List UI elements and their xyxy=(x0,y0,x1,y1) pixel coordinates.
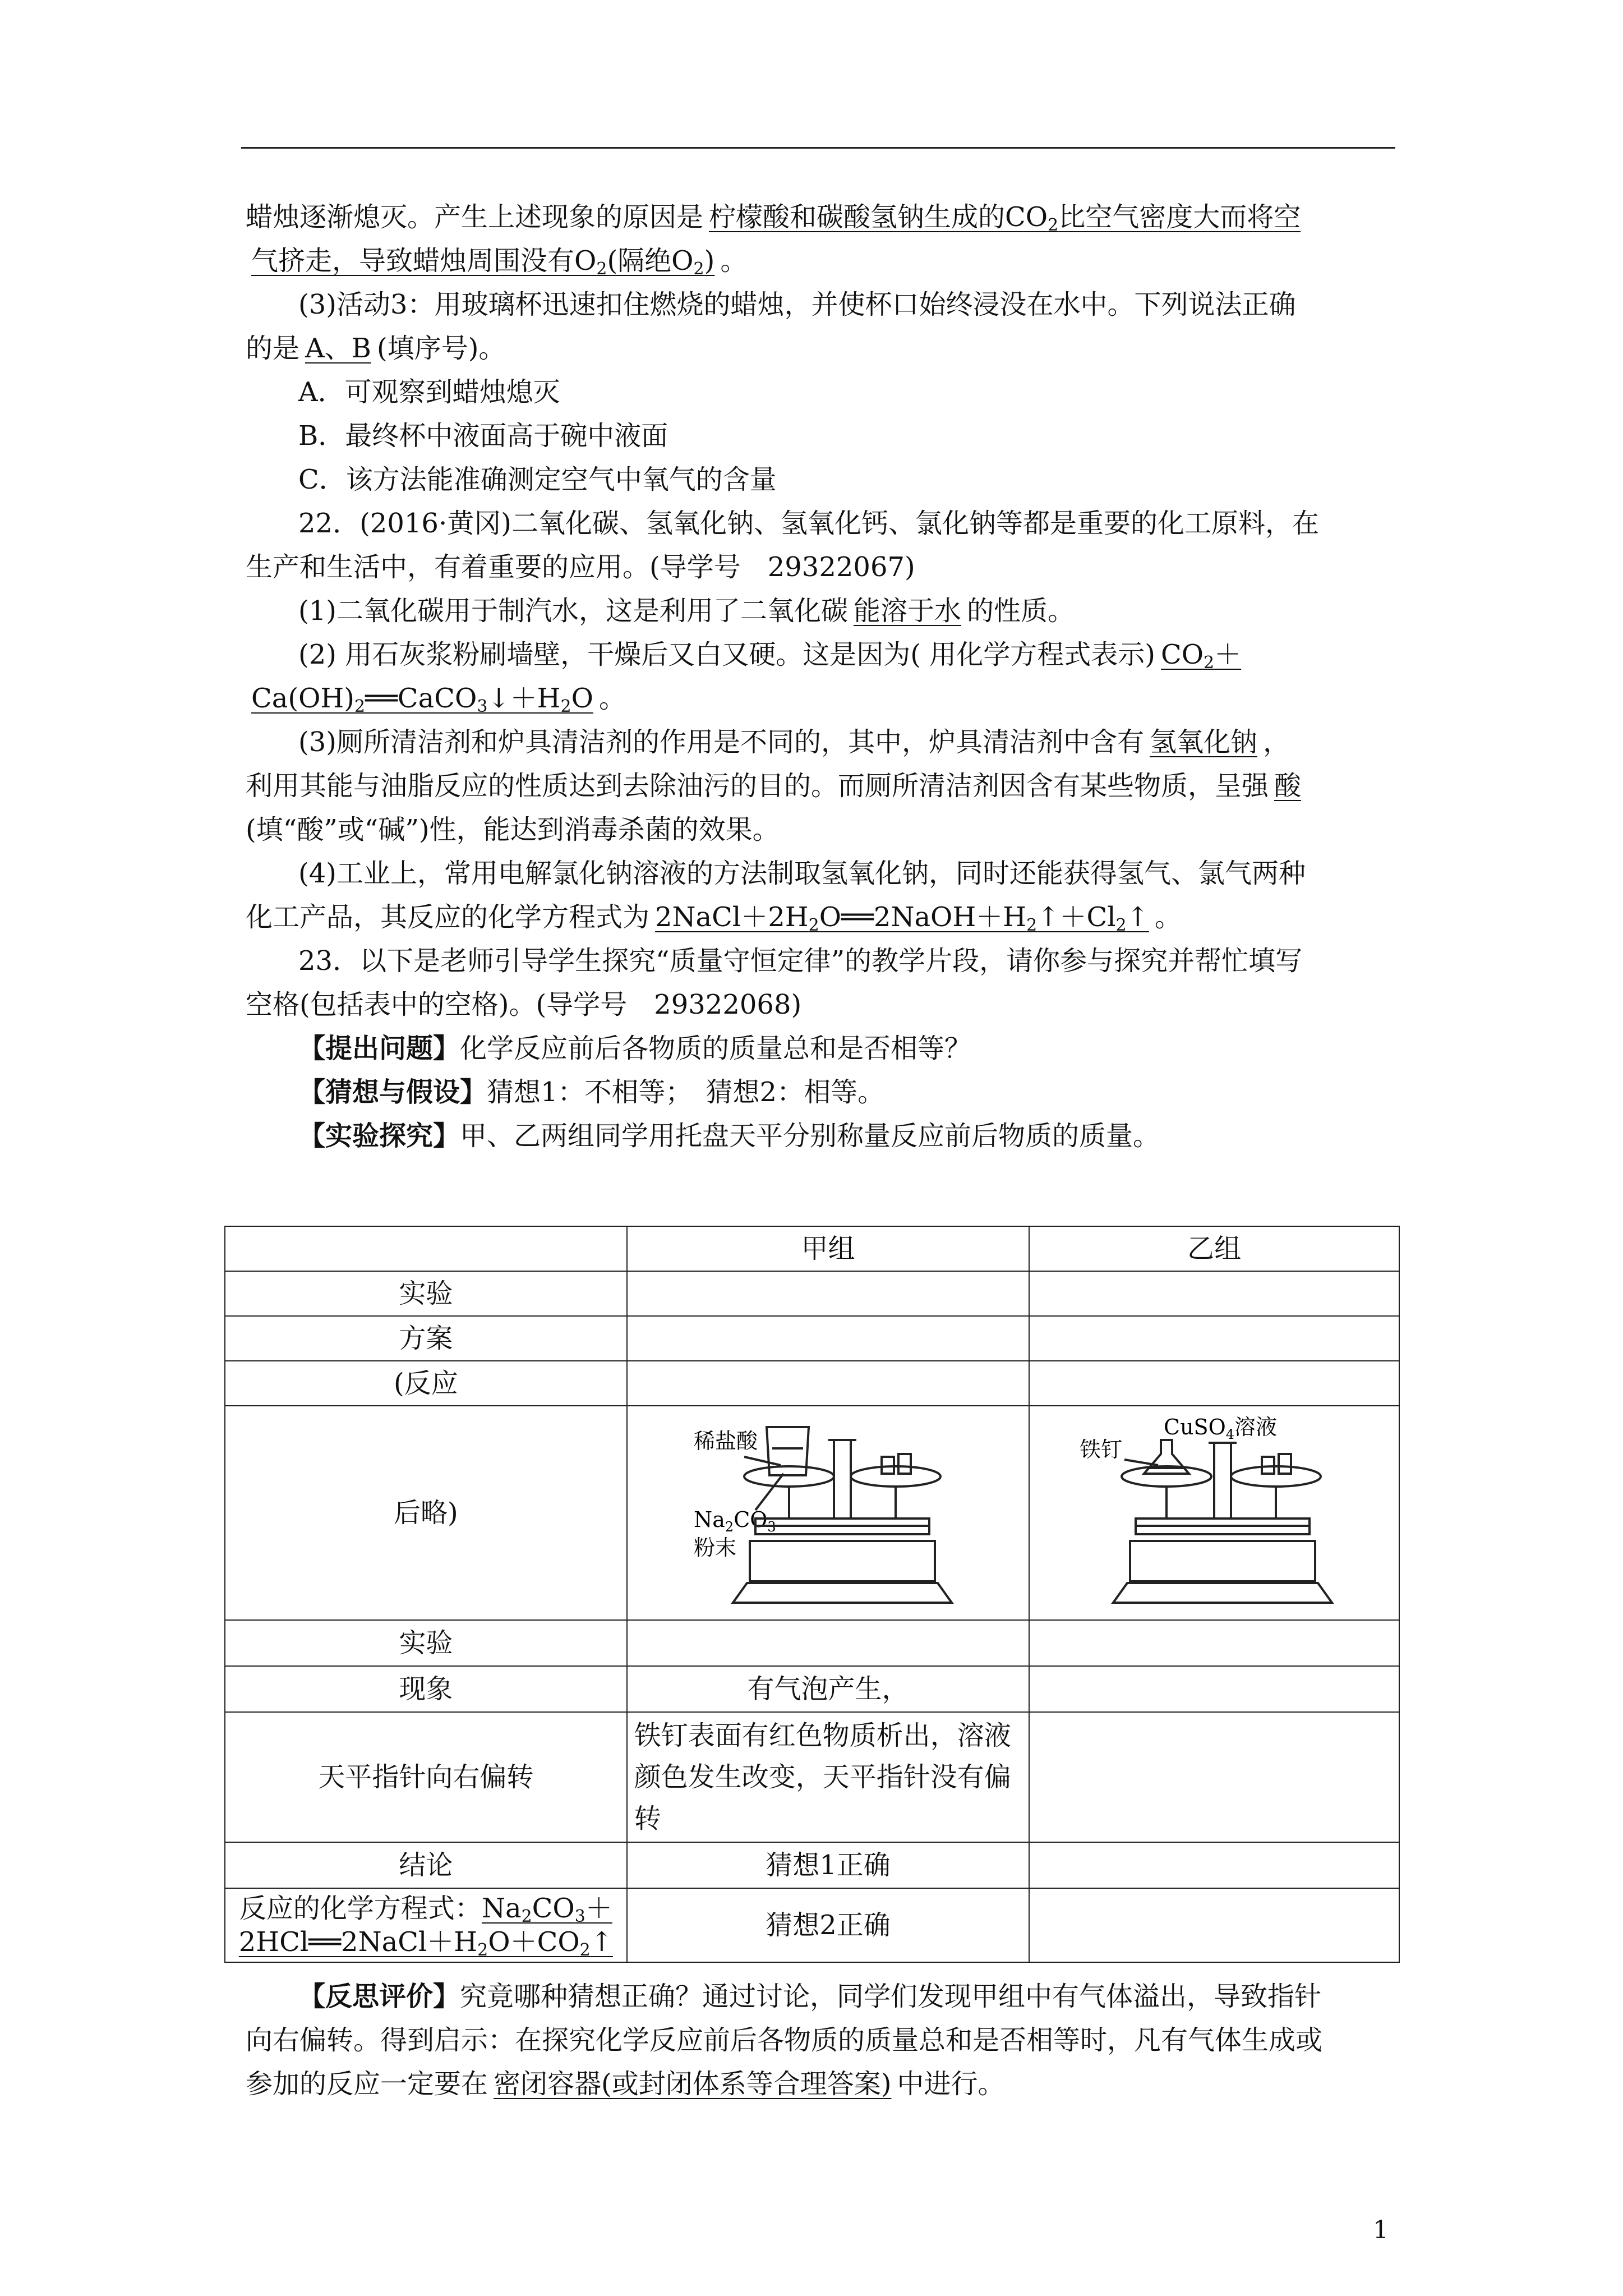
text-line: 【猜想与假设】猜想1：不相等； 猜想2：相等。 xyxy=(298,1076,885,1108)
group-a-header: 甲组 xyxy=(627,1226,1030,1271)
text-line: 的是 A、B (填序号)。 xyxy=(246,333,506,364)
header-rule xyxy=(241,147,1395,149)
table-row: 后略) 稀盐酸 $Na_2CO_3$ 粉末 CuSO$_4$溶液 铁钉 xyxy=(225,1406,1399,1620)
label-iron-nail: 铁钉 xyxy=(1080,1437,1123,1462)
label-hydrochloric-acid: 稀盐酸 xyxy=(693,1428,758,1453)
experiment-table xyxy=(224,1226,1400,1963)
text-line: 生产和生活中，有着重要的应用。(导学号 29322067) xyxy=(246,551,915,583)
text-line: (4)工业上，常用电解氯化钠溶液的方法制取氢氧化钠，同时还能获得氢气、氯气两种 xyxy=(298,858,1306,889)
table-row: 实验 xyxy=(225,1271,1399,1316)
text-line: 蜡烛逐渐熄灭。产生上述现象的原因是 柠檬酸和碳酸氢钠生成的$CO_2$比空气密度大而将空 xyxy=(246,195,1395,239)
answer-blank: $2NaCl+2H_2O══2NaOH+H_2↑+Cl_2↑$ xyxy=(655,901,1149,935)
answer-blank: $Na_2CO_3+$ xyxy=(481,1893,612,1926)
group-b-figure xyxy=(1029,1406,1399,1620)
text-line: 气挤走，导致蜡烛周围没有$O_2$(隔绝$O_2$) 。 xyxy=(246,239,1395,283)
text-line: 【提出问题】化学反应前后各物质的质量总和是否相等？ xyxy=(298,1033,972,1064)
label-sodium-carbonate: $Na_2CO_3$ xyxy=(693,1507,776,1535)
table-row: 反应的化学方程式：$Na_2CO_3+$ $2HCl══2NaCl+H_2O+CO_2↑$ 猜想2正确 xyxy=(225,1888,1399,1962)
table-row: 结论 猜想1正确 xyxy=(225,1842,1399,1888)
text-line: (3)厕所清洁剂和炉具清洁剂的作用是不同的，其中，炉具清洁剂中含有 氢氧化钠 ， xyxy=(298,726,1290,758)
question-text xyxy=(246,195,1395,1158)
question-23-title: 23．以下是老师引导学生探究“质量守恒定律”的教学片段，请你参与探究并帮忙填写 xyxy=(298,945,1303,977)
table-row: 方案 xyxy=(225,1316,1399,1361)
text-line: (3)活动3：用玻璃杯迅速扣住燃烧的蜡烛，并使杯口始终浸没在水中。下列说法正确 xyxy=(298,289,1296,320)
text-line: 【实验探究】甲、乙两组同学用托盘天平分别称量反应前后物质的质量。 xyxy=(298,1120,1160,1152)
label-copper-sulfate: CuSO$_4$溶液 xyxy=(1164,1414,1278,1442)
table-header-row xyxy=(225,1226,1399,1271)
text-line: 化工产品，其反应的化学方程式为 $2NaCl+2H_2O══2NaOH+H_2↑+Cl_2↑$ 。 xyxy=(246,901,1182,935)
answer-blank: 能溶于水 xyxy=(854,595,962,627)
table-row: (反应 xyxy=(225,1361,1399,1406)
text-line: 【反思评价】究竟哪种猜想正确？通过讨论，同学们发现甲组中有气体溢出，导致指针 xyxy=(298,1981,1322,2012)
group-b-header: 乙组 xyxy=(1029,1226,1399,1271)
text-line: 利用其能与油脂反应的性质达到去除油污的目的。而厕所清洁剂因含有某些物质，呈强 酸 xyxy=(246,764,1395,808)
option-b: B．最终杯中液面高于碗中液面 xyxy=(298,420,668,452)
table-row: 实验 xyxy=(225,1620,1399,1666)
answer-blank: A、B xyxy=(305,333,371,364)
balance-with-beaker-illustration xyxy=(671,1409,985,1605)
answer-blank: 气挤走，导致蜡烛周围没有$O_2$(隔绝$O_2$) xyxy=(251,245,715,279)
table-row: 现象 有气泡产生， xyxy=(225,1666,1399,1712)
text-line: 向右偏转。得到启示：在探究化学反应前后各物质的质量总和是否相等时，凡有气体生成或 xyxy=(246,2024,1323,2056)
text-line: (2) 用石灰浆粉刷墙壁，干燥后又白又硬。这是因为( 用化学方程式表示) $CO_2+$ xyxy=(246,633,1395,677)
text-line: 参加的反应一定要在 密闭容器(或封闭体系等合理答案) 中进行。 xyxy=(246,2068,1005,2100)
table-row: 天平指针向右偏转 铁钉表面有红色物质析出，溶液颜色发生改变，天平指针没有偏转 xyxy=(225,1712,1399,1842)
text-line: (1)二氧化碳用于制汽水，这是利用了二氧化碳 能溶于水 的性质。 xyxy=(298,595,1075,627)
balance-with-flask-illustration xyxy=(1063,1409,1366,1605)
page-number: 1 xyxy=(1373,2216,1389,2244)
answer-blank: $Ca(OH)_2══CaCO_3↓+H_2O$ xyxy=(251,683,593,716)
option-c: C．该方法能准确测定空气中氧气的含量 xyxy=(298,464,777,495)
text-line: 空格(包括表中的空格)。(导学号 29322068) xyxy=(246,989,802,1020)
answer-blank: $2HCl══2NaCl+H_2O+CO_2↑$ xyxy=(238,1926,613,1960)
reflection-text xyxy=(246,1975,1395,2106)
label-powder: 粉末 xyxy=(693,1535,736,1560)
text-line: $Ca(OH)_2══CaCO_3↓+H_2O$ 。 xyxy=(246,677,1395,720)
text-line: (填“酸”或“碱”)性，能达到消毒杀菌的效果。 xyxy=(246,814,780,845)
answer-blank: 密闭容器(或封闭体系等合理答案) xyxy=(494,2068,892,2100)
answer-blank: 氢氧化钠 xyxy=(1150,726,1258,758)
answer-blank: 酸 xyxy=(1274,770,1302,802)
answer-blank: $CO_2+$ xyxy=(1160,639,1242,673)
option-a: A．可观察到蜡烛熄灭 xyxy=(298,376,560,408)
answer-blank: 柠檬酸和碳酸氢钠生成的$CO_2$比空气密度大而将空 xyxy=(709,201,1301,235)
group-a-figure xyxy=(627,1406,1030,1620)
question-22-title: 22．(2016·黄冈)二氧化碳、氢氧化钠、氢氧化钙、氯化钠等都是重要的化工原料，在 xyxy=(298,508,1319,539)
